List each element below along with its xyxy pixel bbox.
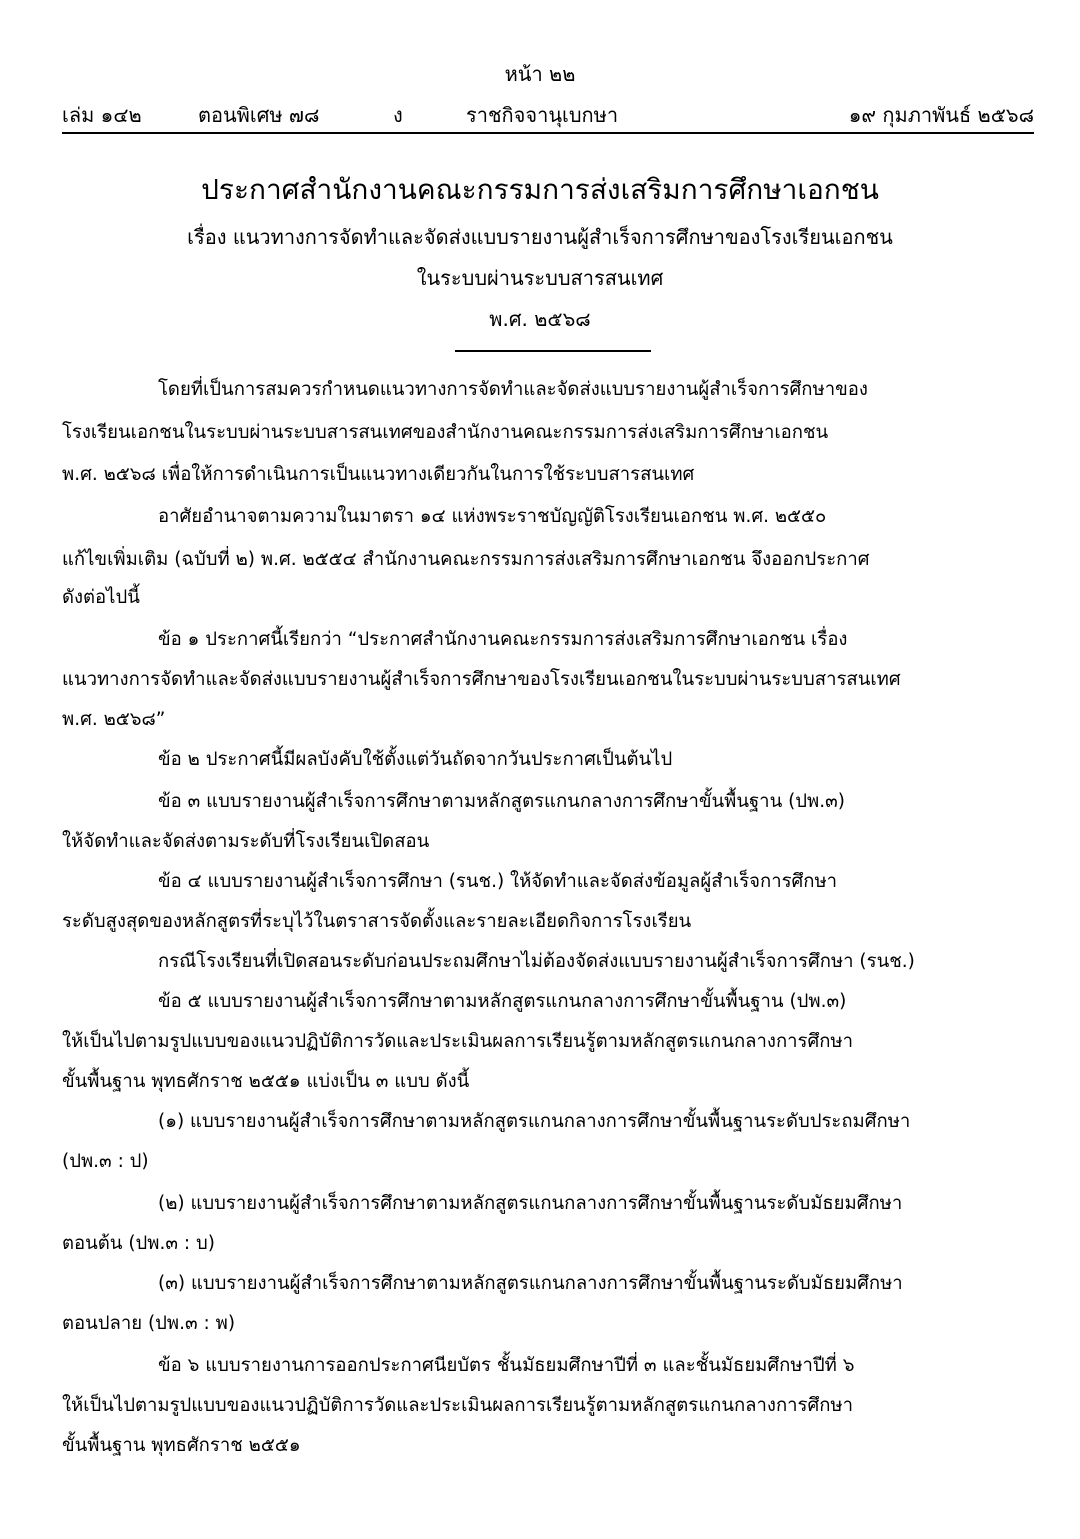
body-line: ขั้นพื้นฐาน พุทธศักราช ๒๕๕๑ แบ่งเป็น ๓ แบบ ดังนี้ (62, 1071, 470, 1092)
body-line: ให้จัดทำและจัดส่งตามระดับที่โรงเรียนเปิดสอน (62, 831, 430, 852)
body-line: แก้ไขเพิ่มเติม (ฉบับที่ ๒) พ.ศ. ๒๕๕๔ สำนักงานคณะกรรมการส่งเสริมการศึกษาเอกชน จึงออกประกาศ (62, 549, 870, 570)
body-line: แนวทางการจัดทำและจัดส่งแบบรายงานผู้สำเร็จการศึกษาของโรงเรียนเอกชนในระบบผ่านระบบสารสนเทศ (62, 669, 901, 690)
body-line: กรณีโรงเรียนที่เปิดสอนระดับก่อนประถมศึกษาไม่ต้องจัดส่งแบบรายงานผู้สำเร็จการศึกษา (รนช.) (158, 951, 915, 972)
announcement-year: พ.ศ. ๒๕๖๘ (489, 307, 591, 331)
clause-4: ข้อ ๔ แบบรายงานผู้สำเร็จการศึกษา (รนช.) ให้จัดทำและจัดส่งข้อมูลผู้สำเร็จการศึกษา (158, 871, 838, 892)
gazette-section: ง (393, 103, 403, 127)
body-line: ขั้นพื้นฐาน พุทธศักราช ๒๕๕๑ (62, 1435, 301, 1456)
announcement-subject-cont: ในระบบผ่านระบบสารสนเทศ (416, 266, 664, 290)
body-line: ตอนปลาย (ปพ.๓ : พ) (62, 1313, 236, 1334)
gazette-volume: เล่ม ๑๔๒ (62, 103, 142, 127)
clause-5: ข้อ ๕ แบบรายงานผู้สำเร็จการศึกษาตามหลักสูตรแกนกลางการศึกษาขั้นพื้นฐาน (ปพ.๓) (158, 991, 847, 1012)
body-line: พ.ศ. ๒๕๖๘ เพื่อให้การดำเนินการเป็นแนวทางเดียวกันในการใช้ระบบสารสนเทศ (62, 464, 695, 485)
body-line: โรงเรียนเอกชนในระบบผ่านระบบสารสนเทศของสำนักงานคณะกรรมการส่งเสริมการศึกษาเอกชน (62, 422, 829, 443)
page-number: หน้า ๒๒ (504, 62, 576, 86)
title-separator (455, 350, 651, 352)
gazette-issue: ตอนพิเศษ ๗๘ (198, 103, 320, 127)
gazette-date: ๑๙ กุมภาพันธ์ ๒๕๖๘ (848, 103, 1034, 127)
body-line: อาศัยอำนาจตามความในมาตรา ๑๔ แห่งพระราชบัญญัติโรงเรียนเอกชน พ.ศ. ๒๕๕๐ (158, 506, 827, 527)
list-item-1: (๑) แบบรายงานผู้สำเร็จการศึกษาตามหลักสูตรแกนกลางการศึกษาขั้นพื้นฐานระดับประถมศึกษา (158, 1111, 911, 1132)
announcement-subject: เรื่อง แนวทางการจัดทำและจัดส่งแบบรายงานผู้สำเร็จการศึกษาของโรงเรียนเอกชน (187, 225, 893, 249)
body-line: ตอนต้น (ปพ.๓ : บ) (62, 1233, 215, 1254)
clause-6: ข้อ ๖ แบบรายงานการออกประกาศนียบัตร ชั้นมัธยมศึกษาปีที่ ๓ และชั้นมัธยมศึกษาปีที่ ๖ (158, 1355, 855, 1376)
list-item-3: (๓) แบบรายงานผู้สำเร็จการศึกษาตามหลักสูตรแกนกลางการศึกษาขั้นพื้นฐานระดับมัธยมศึกษา (158, 1273, 903, 1294)
body-line: ระดับสูงสุดของหลักสูตรที่ระบุไว้ในตราสารจัดตั้งและรายละเอียดกิจการโรงเรียน (62, 911, 692, 932)
body-line: โดยที่เป็นการสมควรกำหนดแนวทางการจัดทำและจัดส่งแบบรายงานผู้สำเร็จการศึกษาของ (158, 379, 868, 400)
list-item-2: (๒) แบบรายงานผู้สำเร็จการศึกษาตามหลักสูตรแกนกลางการศึกษาขั้นพื้นฐานระดับมัธยมศึกษา (158, 1193, 903, 1214)
body-line: ดังต่อไปนี้ (62, 587, 140, 608)
header-rule (62, 132, 1034, 134)
announcement-title: ประกาศสำนักงานคณะกรรมการส่งเสริมการศึกษาเอกชน (201, 173, 879, 206)
body-line: พ.ศ. ๒๕๖๘” (62, 709, 166, 730)
body-line: ให้เป็นไปตามรูปแบบของแนวปฏิบัติการวัดและประเมินผลการเรียนรู้ตามหลักสูตรแกนกลางการศึกษา (62, 1395, 853, 1416)
body-line: (ปพ.๓ : ป) (62, 1151, 149, 1172)
body-line: ให้เป็นไปตามรูปแบบของแนวปฏิบัติการวัดและประเมินผลการเรียนรู้ตามหลักสูตรแกนกลางการศึกษา (62, 1031, 853, 1052)
clause-1: ข้อ ๑ ประกาศนี้เรียกว่า “ประกาศสำนักงานคณะกรรมการส่งเสริมการศึกษาเอกชน เรื่อง (158, 629, 848, 650)
clause-3: ข้อ ๓ แบบรายงานผู้สำเร็จการศึกษาตามหลักสูตรแกนกลางการศึกษาขั้นพื้นฐาน (ปพ.๓) (158, 791, 845, 812)
gazette-publication: ราชกิจจานุเบกษา (466, 103, 619, 127)
clause-2: ข้อ ๒ ประกาศนี้มีผลบังคับใช้ตั้งแต่วันถัดจากวันประกาศเป็นต้นไป (158, 749, 673, 770)
